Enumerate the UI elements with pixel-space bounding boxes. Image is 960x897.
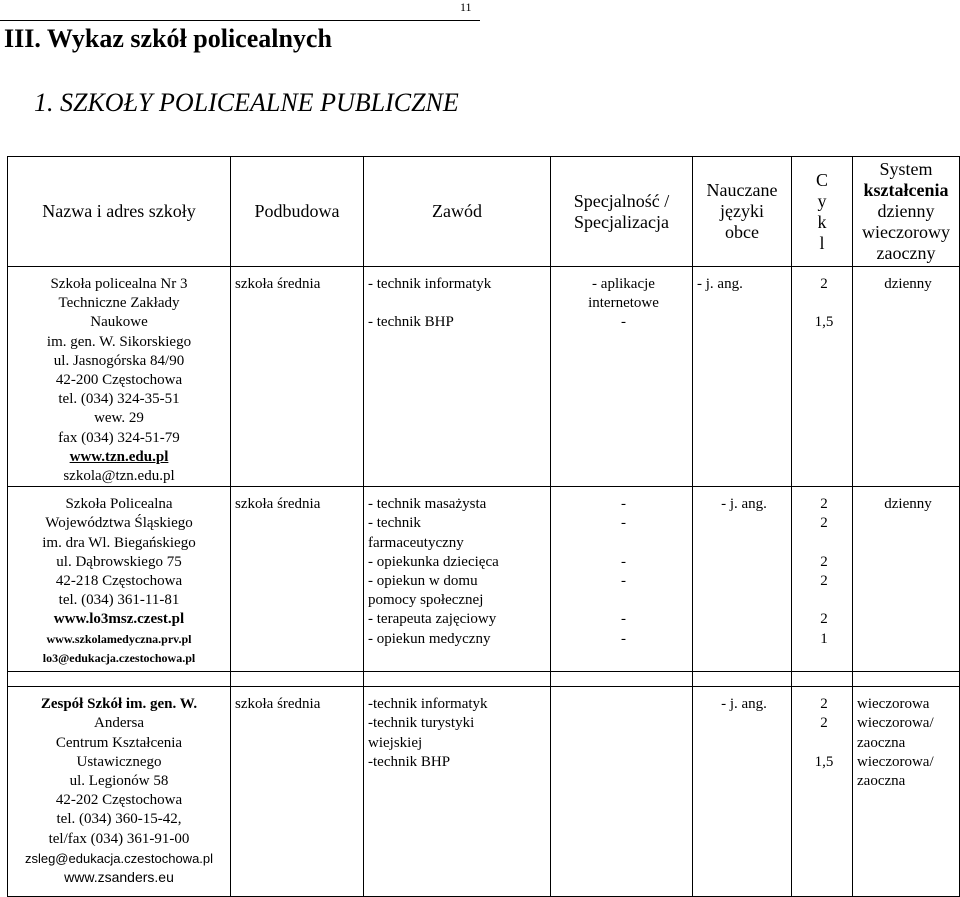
- header-cycle-letter: y: [817, 190, 827, 211]
- base-text: szkoła średnia: [235, 496, 321, 513]
- subsection-heading: 1. SZKOŁY POLICEALNE PUBLICZNE: [34, 88, 459, 117]
- school-base: [231, 487, 364, 672]
- school-address: [8, 687, 231, 897]
- address-line: 42-218 Częstochowa: [55, 573, 183, 590]
- profession-item: wiejskiej: [368, 734, 423, 751]
- school-website[interactable]: www.lo3msz.czest.pl: [53, 611, 185, 628]
- address-line: Województwa Śląskiego: [45, 515, 193, 532]
- cycle-item: 2: [820, 496, 828, 513]
- address-line: Centrum Kształcenia: [55, 734, 183, 751]
- header-system-line: System: [879, 159, 933, 179]
- language-item: - j. ang.: [721, 696, 767, 713]
- profession-item: - technik informatyk: [368, 276, 492, 292]
- header-system-line: zaoczny: [876, 243, 936, 263]
- spacer-row: [8, 672, 960, 687]
- language-item: - j. ang.: [721, 496, 767, 513]
- address-line: 42-202 Częstochowa: [55, 792, 183, 809]
- address-line: Szkoła Policealna: [65, 496, 173, 513]
- address-line: Naukowe: [90, 314, 148, 331]
- base-text: szkoła średnia: [235, 276, 321, 292]
- school-email[interactable]: zsleg@edukacja.czestochowa.pl: [24, 850, 214, 866]
- header-rule: [0, 20, 480, 21]
- header-profession: Zawód: [364, 157, 551, 267]
- system-item: wieczorowa: [857, 696, 930, 713]
- school-system: [853, 687, 960, 897]
- specialty-item: -: [621, 553, 626, 570]
- specialty-item: -: [621, 515, 626, 532]
- base-text: szkoła średnia: [235, 696, 321, 713]
- profession-item: - terapeuta zajęciowy: [368, 611, 497, 628]
- school-cycles: [792, 687, 853, 897]
- profession-item: pomocy społecznej: [368, 592, 484, 609]
- table-row: [8, 267, 960, 487]
- system-item: dzienny: [884, 276, 932, 292]
- specialty-item: -: [621, 573, 626, 590]
- cycle-item: 2: [820, 696, 828, 713]
- table-row: [8, 687, 960, 897]
- table-row: [8, 487, 960, 672]
- address-line: Techniczne Zakłady: [58, 295, 180, 312]
- profession-item: - technik: [368, 515, 421, 532]
- header-cycle-letter: C: [815, 169, 828, 190]
- profession-item: [368, 294, 550, 313]
- school-professions: [364, 487, 551, 672]
- header-cycle-letter: l: [819, 232, 825, 253]
- profession-item: - technik masażysta: [368, 496, 487, 513]
- school-languages: [693, 687, 792, 897]
- address-line: im. dra Wl. Biegańskiego: [42, 534, 196, 551]
- school-system: [853, 487, 960, 672]
- address-line: ul. Jasnogórska 84/90: [53, 352, 185, 369]
- language-item: - j. ang.: [697, 276, 743, 292]
- address-line: 42-200 Częstochowa: [55, 372, 183, 389]
- header-base: Podbudowa: [231, 157, 364, 267]
- header-languages-line: języki: [720, 201, 764, 221]
- school-cycles: [792, 267, 853, 487]
- cycle-item: [796, 734, 852, 753]
- header-specialty-line: Specjalizacja: [574, 211, 669, 232]
- cycle-item: 1,5: [814, 314, 834, 331]
- cycle-item: [796, 534, 852, 553]
- specialty-item: - aplikacje: [592, 276, 655, 292]
- school-cycles: [792, 487, 853, 672]
- cycle-item: 1,5: [814, 753, 834, 770]
- page-number: 11: [460, 0, 472, 14]
- address-line: tel. (034) 361-11-81: [58, 592, 180, 609]
- cycle-item: 2: [820, 553, 828, 570]
- cycle-item: 2: [820, 573, 828, 590]
- profession-item: -technik BHP: [368, 753, 451, 770]
- school-specialties: [551, 487, 693, 672]
- cycle-item: 2: [820, 515, 828, 532]
- specialty-item: -: [621, 630, 626, 647]
- address-line: im. gen. W. Sikorskiego: [46, 333, 192, 350]
- header-cycle: [792, 157, 853, 267]
- system-item: zaoczna: [857, 734, 906, 751]
- cycle-item: [796, 294, 852, 313]
- profession-item: - opiekun w domu: [368, 573, 478, 590]
- school-website[interactable]: www.szkolamedyczna.prv.pl: [46, 631, 192, 646]
- profession-item: - opiekunka dziecięca: [368, 553, 499, 570]
- school-specialties: [551, 687, 693, 897]
- header-specialty: [551, 157, 693, 267]
- address-line: tel. (034) 360-15-42,: [56, 811, 182, 828]
- schools-table: [7, 156, 960, 897]
- specialty-item: -: [621, 314, 626, 331]
- specialty-item: [555, 591, 692, 610]
- address-line: Ustawicznego: [76, 753, 162, 770]
- school-email[interactable]: lo3@edukacja.czestochowa.pl: [42, 650, 196, 665]
- address-line: tel/fax (034) 361-91-00: [48, 830, 190, 847]
- school-professions: [364, 267, 551, 487]
- address-line: Szkoła policealna Nr 3: [50, 276, 188, 292]
- specialty-item: -: [621, 611, 626, 628]
- school-base: [231, 267, 364, 487]
- header-languages-line: obce: [725, 222, 759, 242]
- cycle-item: 2: [820, 715, 828, 732]
- cycle-item: 2: [820, 611, 828, 628]
- system-item: zaoczna: [857, 773, 906, 790]
- system-item: wieczorowa/: [857, 753, 934, 770]
- cycle-item: 1: [820, 630, 828, 647]
- table-header-row: [8, 157, 960, 267]
- cycle-item: 2: [820, 276, 828, 292]
- school-languages: [693, 267, 792, 487]
- cycle-item: [796, 591, 852, 610]
- school-languages: [693, 487, 792, 672]
- address-line: fax (034) 324-51-79: [58, 429, 180, 446]
- header-system-line: kształcenia: [863, 180, 949, 200]
- header-languages: [693, 157, 792, 267]
- profession-item: - technik BHP: [368, 314, 454, 331]
- specialty-item: -: [621, 496, 626, 513]
- school-email[interactable]: szkola@tzn.edu.pl: [63, 468, 175, 485]
- school-website[interactable]: www.tzn.edu.pl: [69, 448, 169, 465]
- address-line: Andersa: [94, 715, 144, 732]
- section-heading: III. Wykaz szkół policealnych: [4, 24, 332, 53]
- school-address: [8, 267, 231, 487]
- header-system-line: wieczorowy: [862, 222, 950, 242]
- address-line: Zespół Szkół im. gen. W.: [40, 696, 198, 713]
- system-item: dzienny: [884, 496, 932, 513]
- header-languages-line: Nauczane: [706, 180, 778, 200]
- header-specialty-line: Specjalność /: [573, 190, 670, 211]
- school-website[interactable]: www.zsanders.eu: [64, 869, 174, 886]
- specialty-item: internetowe: [588, 295, 659, 312]
- school-specialties: [551, 267, 693, 487]
- school-address: [8, 487, 231, 672]
- profession-item: -technik informatyk: [368, 696, 488, 713]
- specialty-item: [555, 534, 692, 553]
- header-name: Nazwa i adres szkoły: [8, 157, 231, 267]
- profession-item: -technik turystyki: [368, 715, 475, 732]
- school-base: [231, 687, 364, 897]
- school-system: [853, 267, 960, 487]
- address-line: tel. (034) 324-35-51: [58, 391, 180, 408]
- address-line: ul. Legionów 58: [69, 773, 169, 790]
- header-system: [853, 157, 960, 267]
- address-line: ul. Dąbrowskiego 75: [56, 553, 182, 570]
- school-professions: [364, 687, 551, 897]
- header-system-line: dzienny: [877, 201, 935, 221]
- system-item: wieczorowa/: [857, 715, 934, 732]
- address-line: wew. 29: [94, 410, 144, 427]
- header-cycle-letter: k: [817, 211, 827, 232]
- profession-item: farmaceutyczny: [368, 534, 464, 551]
- profession-item: - opiekun medyczny: [368, 630, 491, 647]
